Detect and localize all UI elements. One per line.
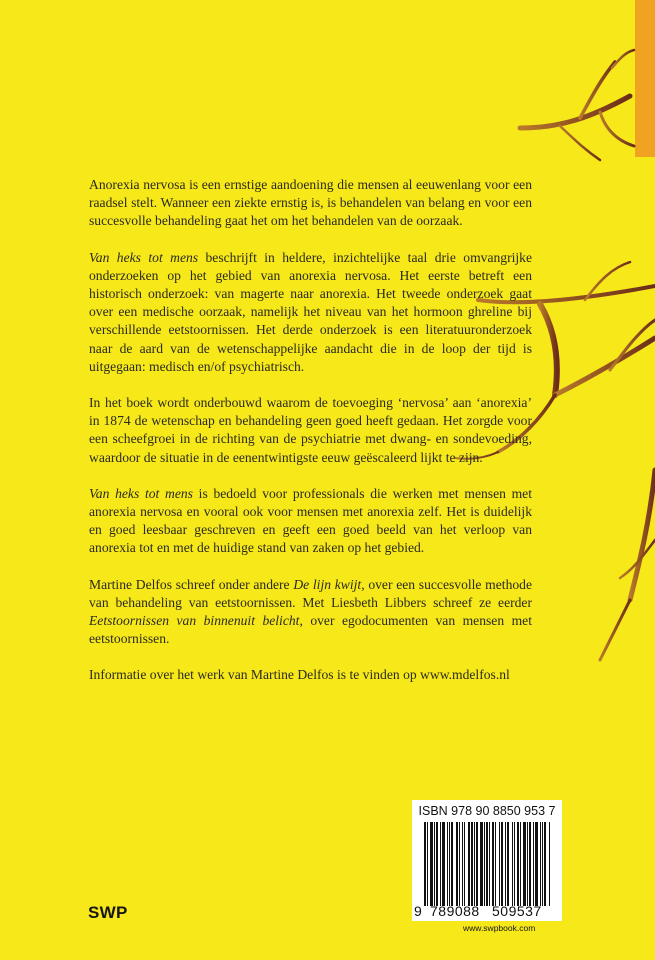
barcode-bar xyxy=(476,822,478,906)
barcode-bar xyxy=(451,822,453,906)
barcode-bar xyxy=(529,822,531,906)
barcode-bar xyxy=(471,822,473,906)
barcode-bar xyxy=(535,822,538,906)
paragraph-research: Van heks tot mens beschrijft in heldere, inzichtelijke taal drie omvangrijke onderzoeken op het gebied van anorexia nervosa. Het eerste betreft een historisch onderzoek: van magerte naar anorexia. Het tweede onderzoek gaat over een medische oorzaak, namelijk het niveau van het hormoon ghreline bij verschillende eetstoornissen. Het derde onderzoek is een literatuuronderzoek naar de aard van de wetenschappelijke aandacht die in de loop der tijd is uitgegaan: medisch en/of psychiatrisch. xyxy=(89,249,532,374)
barcode-bar xyxy=(430,822,433,906)
barcode-bar xyxy=(464,822,465,906)
barcode-bar xyxy=(489,822,490,906)
barcode-bar xyxy=(520,822,521,906)
barcode-bar xyxy=(505,822,506,906)
barcode-bar xyxy=(542,822,543,906)
barcode-bar xyxy=(495,822,496,906)
barcode-bar xyxy=(447,822,448,906)
barcode-bar xyxy=(544,822,546,906)
paragraph-website: Informatie over het werk van Martine Delfos is te vinden op www.mdelfos.nl xyxy=(89,667,510,683)
back-cover-text xyxy=(89,176,532,703)
lower-branch xyxy=(600,470,655,660)
book-title: Van heks tot mens xyxy=(89,249,199,265)
barcode-bar xyxy=(527,822,528,906)
barcode-bar xyxy=(442,822,445,906)
isbn-barcode xyxy=(412,800,562,921)
barcode-bar xyxy=(480,822,483,906)
publisher-url: www.swpbook.com xyxy=(463,923,536,933)
barcode-bars xyxy=(424,822,550,906)
barcode-bar xyxy=(440,822,441,906)
other-book-title: De lijn kwijt xyxy=(293,576,362,592)
barcode-bar xyxy=(501,822,503,906)
barcode-bar xyxy=(486,822,488,906)
upper-branch xyxy=(520,50,634,160)
barcode-bar xyxy=(456,822,458,906)
barcode-bar xyxy=(514,822,515,906)
barcode-bar xyxy=(533,822,534,906)
barcode-bar xyxy=(449,822,450,906)
book-title: Van heks tot mens xyxy=(89,485,193,501)
barcode-bar xyxy=(484,822,485,906)
paragraph-audience: Van heks tot mens is bedoeld voor professionals die werken met mensen met anorexia nervosa en vooral ook voor mensen met anorexia zelf. Het is duidelijk en goed leesbaar geschreven en geeft een goed beeld van het verloop van anorexia tot en met de huidige stand van zaken op het gebied. xyxy=(89,485,532,556)
barcode-bar xyxy=(512,822,513,906)
paragraph-nervosa: In het boek wordt onderbouwd waarom de toevoeging ‘nervosa’ aan ‘anorexia’ in 1874 de wetenschap en behandeling geen goed heeft gedaan. Het zorgde voor een scheefgroei in de richting van de psychiatrie met dwang- en sondevoeding, waardoor de situatie in de eenentwintigste eeuw geëscaleerd lijkt te zijn. xyxy=(89,395,532,465)
barcode-bar xyxy=(424,822,426,906)
barcode-digits-left: 789088 xyxy=(430,903,480,919)
barcode-bar xyxy=(468,822,470,906)
barcode-bar xyxy=(427,822,428,906)
barcode-bar xyxy=(492,822,494,906)
barcode-bar xyxy=(436,822,438,906)
barcode-bar xyxy=(549,822,550,906)
barcode-bar xyxy=(523,822,526,906)
other-book-title: Eetstoornissen van binnenuit belicht xyxy=(89,613,300,629)
barcode-bar xyxy=(434,822,435,906)
paragraph-intro: Anorexia nervosa is een ernstige aandoening die mensen al eeuwenlang voor een raadsel stelt. Wanneer een ziekte ernstig is, is behandelen van belang en voor een succesvolle behandeling gaat het om het behandelen van de oorzaak. xyxy=(89,177,532,229)
barcode-bar xyxy=(517,822,519,906)
barcode-lead-digit: 9 xyxy=(414,903,422,919)
barcode-bar xyxy=(499,822,500,906)
barcode-bar xyxy=(474,822,475,906)
barcode-bar xyxy=(462,822,463,906)
barcode-bar xyxy=(459,822,460,906)
barcode-bar xyxy=(540,822,541,906)
barcode-bar xyxy=(507,822,509,906)
paragraph-author: Martine Delfos schreef onder andere De lijn kwijt, over een succesvolle methode van behandeling van eetstoornissen. Met Liesbeth Libbers schreef ze eerder Eetstoornissen van binnenuit belicht, over egodocumenten van mensen met eetstoornissen. xyxy=(89,576,532,647)
publisher-logo: SWP xyxy=(88,903,128,922)
barcode-digits-right: 509537 xyxy=(492,903,542,919)
isbn-label: ISBN 978 90 8850 953 7 xyxy=(418,804,556,818)
